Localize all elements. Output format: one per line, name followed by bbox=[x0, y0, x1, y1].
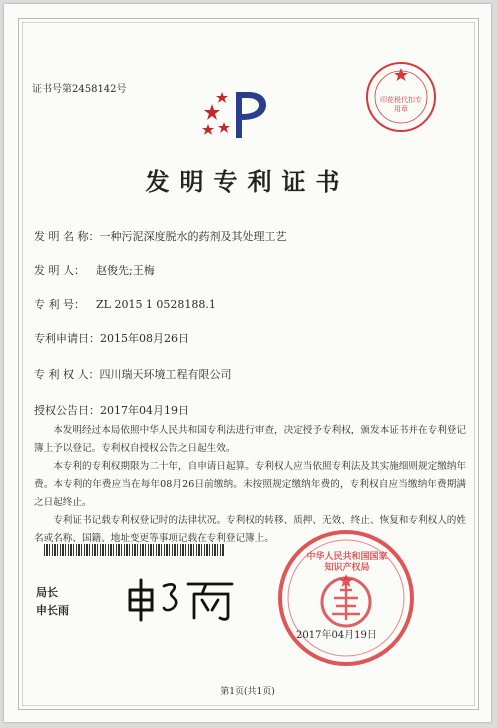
logo-star-2 bbox=[216, 92, 228, 103]
filing-date-value: 2015年08月26日 bbox=[100, 332, 189, 345]
invention-name-label: 发 明 名 称： bbox=[34, 230, 100, 243]
inventor-value: 赵俊先;王梅 bbox=[96, 264, 155, 277]
document-title: 发明专利证书 bbox=[145, 167, 350, 196]
logo-star-4 bbox=[218, 122, 230, 133]
seal-text: 中华人民共和国国家知识产权局 bbox=[306, 552, 388, 573]
inventor-label: 发 明 人： bbox=[34, 264, 85, 277]
body-paragraph-2: 本专利的专利权期限为二十年，自申请日起算。专利权人应当依照专利法及其实施细则规定缴纳年费。本专利的年费应当在每年08月26日前缴纳。未按照规定缴纳年费的，专利权自应当缴纳年费期满之日起终止。 bbox=[34, 461, 466, 508]
barcode bbox=[44, 544, 224, 556]
certificate-number: 证书号第2458142号 bbox=[32, 84, 127, 95]
body-paragraph-1: 本发明经过本局依照中华人民共和国专利法进行审查，决定授予专利权，颁发本证书并在专利登记簿上予以登记。专利权自授权公告之日起生效。 bbox=[34, 425, 466, 454]
filing-date-label: 专利申请日： bbox=[34, 332, 100, 345]
stamp-duty-text: 印花税代扣专用章 bbox=[380, 96, 422, 113]
page-footer: 第1页(共1页) bbox=[220, 687, 275, 697]
logo-star-3 bbox=[202, 124, 214, 135]
director-title: 局长 bbox=[36, 586, 58, 599]
grant-date-value: 2017年04月19日 bbox=[100, 404, 189, 417]
patent-no-label: 专 利 号： bbox=[34, 298, 85, 311]
body-paragraph-3: 专利证书记载专利权登记时的法律状况。专利权的转移、质押、无效、终止、恢复和专利权人的姓名或名称、国籍、地址变更等事项记载在专利登记簿上。 bbox=[34, 515, 466, 544]
patentee-label: 专 利 权 人： bbox=[34, 368, 100, 381]
logo-star-1 bbox=[204, 104, 220, 120]
patentee-value: 四川瑞天环境工程有限公司 bbox=[99, 368, 232, 381]
inventor-row bbox=[34, 262, 155, 278]
invention-name-value: 一种污泥深度脱水的药剂及其处理工艺 bbox=[99, 230, 287, 243]
director-name: 申长雨 bbox=[36, 604, 69, 617]
patentee-row bbox=[34, 366, 232, 382]
seal-date: 2017年04月19日 bbox=[296, 630, 377, 641]
cnipa-logo-icon bbox=[202, 86, 272, 142]
grant-date-label: 授权公告日： bbox=[34, 404, 100, 417]
filing-date-row bbox=[34, 330, 189, 346]
official-seal-icon bbox=[276, 528, 416, 668]
grant-date-row bbox=[34, 402, 189, 418]
logo-p-mark bbox=[236, 92, 266, 138]
patent-no-value: ZL 2015 1 0528188.1 bbox=[96, 298, 216, 311]
patent-no-row bbox=[34, 296, 216, 312]
certificate-paper bbox=[4, 4, 491, 722]
invention-name-row bbox=[34, 228, 287, 244]
handwritten-signature-icon bbox=[122, 572, 242, 622]
